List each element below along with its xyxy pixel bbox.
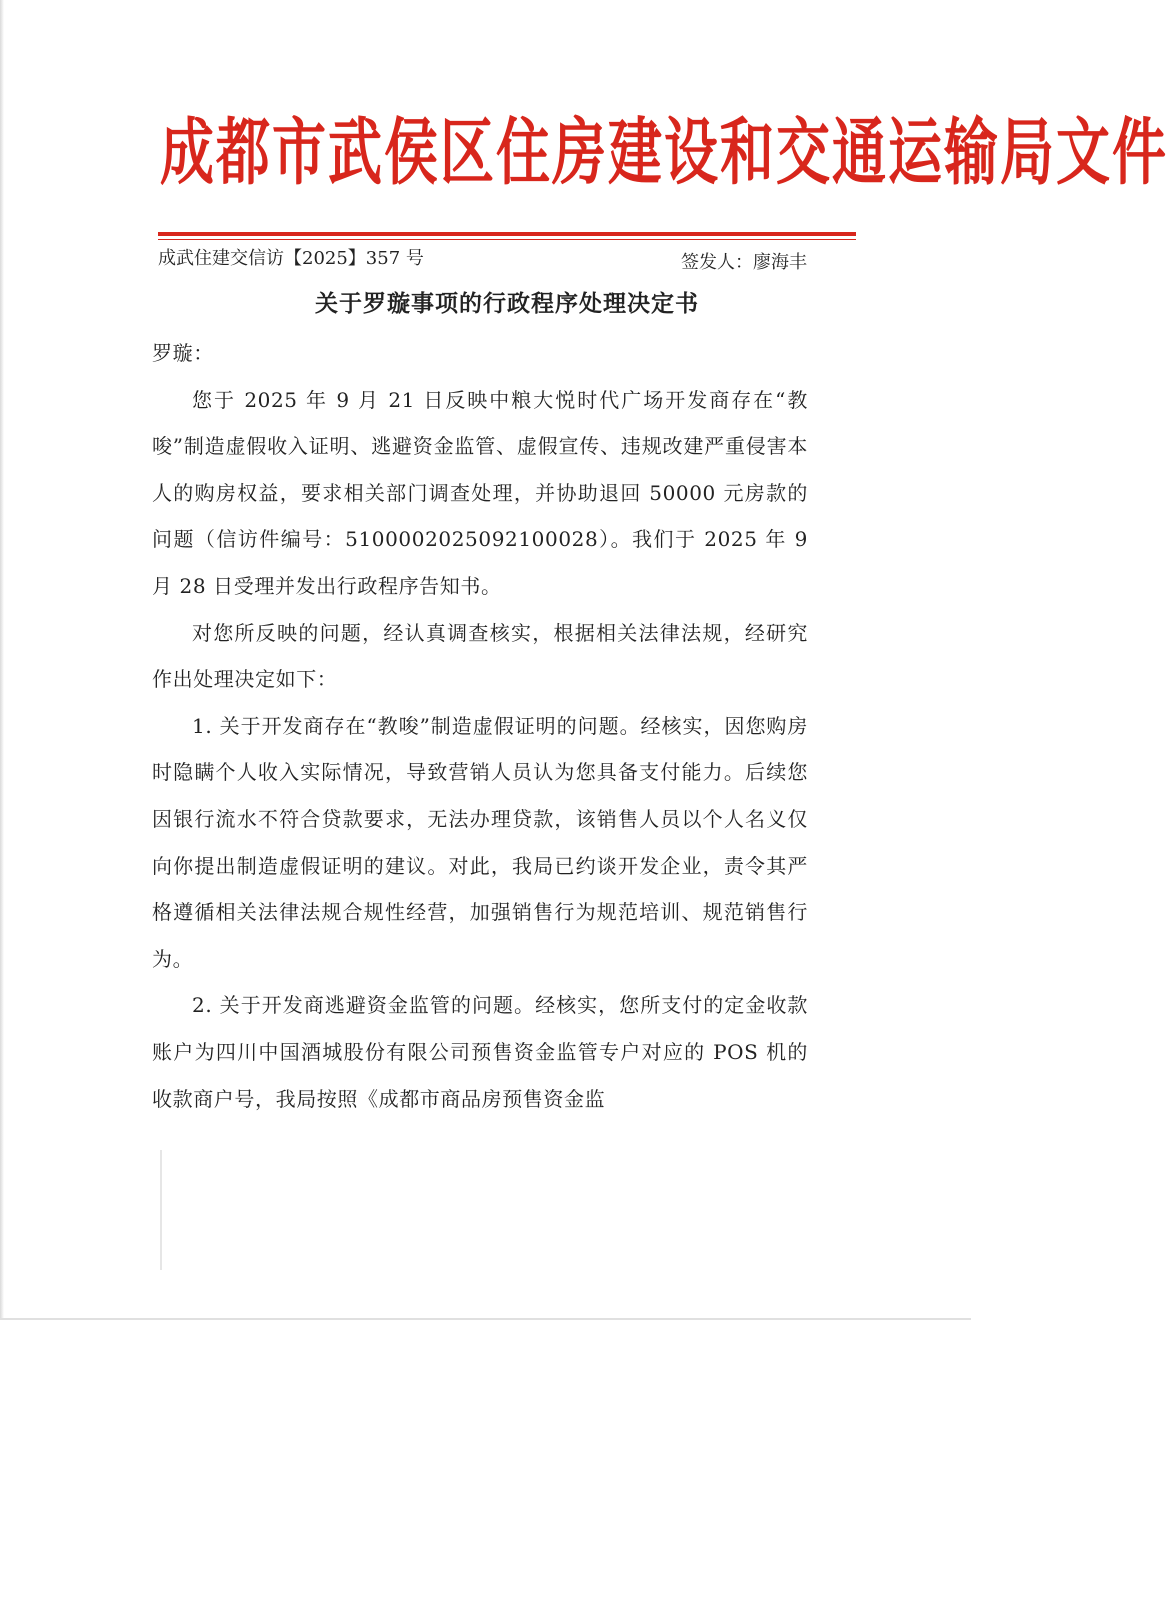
paragraph-decision-lead: 对您所反映的问题，经认真调查核实，根据相关法律法规，经研究作出处理决定如下： bbox=[152, 620, 808, 692]
paragraph-item-1: 1. 关于开发商存在“教唆”制造虚假证明的问题。经核实，因您购房时隐瞒个人收入实际情况，导致营销人员认为您具备支付能力。后续您因银行流水不符合贷款要求，无法办理贷款，该销售人员以个人名义仅向你提出制造虚假证明的建议。对此，我局已约谈开发企业，责令其严格遵循相关法律法规合规性经营，加强销售行为规范培训、规范销售行为。 bbox=[152, 713, 808, 971]
salutation: 罗璇： bbox=[152, 341, 214, 365]
scan-edge bbox=[0, 0, 4, 1320]
document-body bbox=[152, 330, 808, 1122]
document-number: 成武住建交信访【2025】357 号 bbox=[158, 248, 424, 269]
signer-label: 签发人： bbox=[681, 252, 753, 273]
signer-name: 廖海丰 bbox=[753, 252, 807, 273]
red-divider-thin bbox=[158, 239, 856, 240]
signer bbox=[681, 250, 807, 276]
scan-bottom-edge bbox=[0, 1318, 971, 1320]
letterhead-title: 成都市武侯区住房建设和交通运输局文件 bbox=[160, 108, 1168, 196]
scan-mark bbox=[160, 1150, 162, 1270]
paragraph-intro: 您于 2025 年 9 月 21 日反映中粮大悦时代广场开发商存在“教唆”制造虚假收入证明、逃避资金监管、虚假宣传、违规改建严重侵害本人的购房权益，要求相关部门调查处理，并协助退回 50000 元房款的问题（信访件编号：510000202509210002​8）。我们于 2025 年 9 月 28 日受理并发出行政程序告知书。 bbox=[152, 387, 808, 598]
red-divider-thick bbox=[158, 232, 856, 236]
paragraph-item-2: 2. 关于开发商逃避资金监管的问题。经核实，您所支付的定金收款账户为四川中国酒城股份有限公司预售资金监管专户对应的 POS 机的收款商户号，我局按照《成都市商品房预售资金监 bbox=[152, 993, 808, 1111]
document-title: 关于罗璇事项的行政程序处理决定书 bbox=[315, 290, 699, 317]
